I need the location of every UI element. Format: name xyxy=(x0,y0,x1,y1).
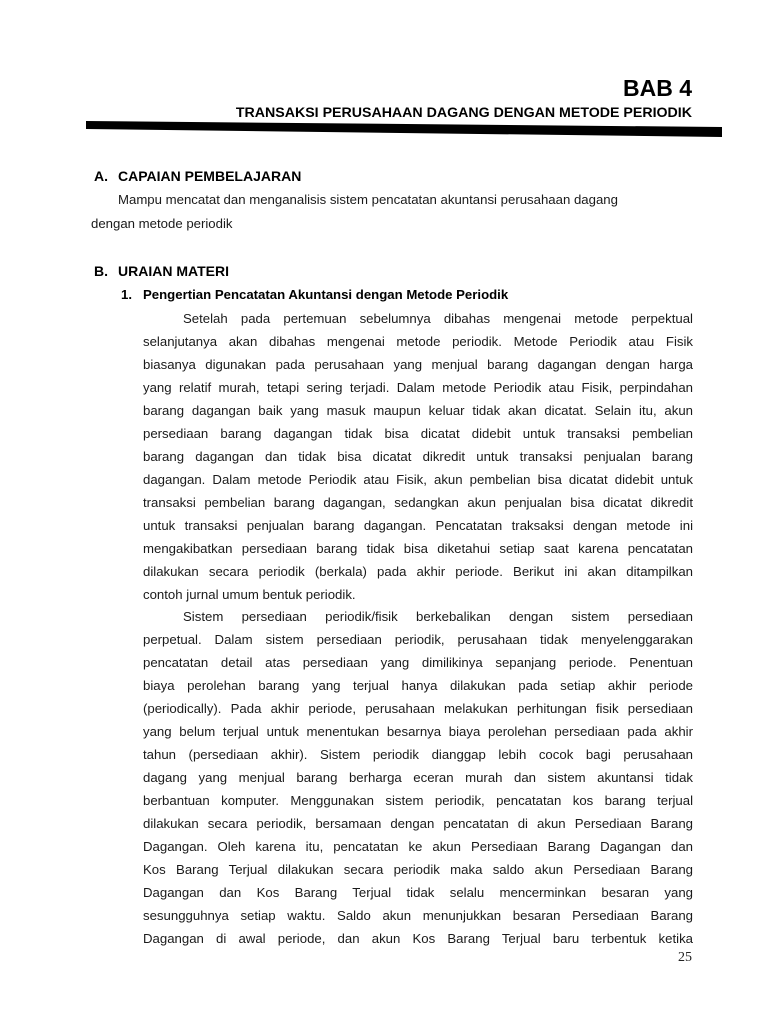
section-a-title: CAPAIAN PEMBELAJARAN xyxy=(118,168,302,184)
paragraph-line: Dagangan. Oleh karena itu, pencatatan ke akun Persediaan Barang Dagangan dan xyxy=(143,839,693,854)
paragraph-line: barang dagangan dan tidak bisa dicatat dikredit untuk transaksi penjualan barang xyxy=(143,449,693,464)
paragraph-line: Sistem persediaan periodik/fisik berkebalikan dengan sistem persediaan xyxy=(183,609,693,624)
paragraph-line: biaya perolehan barang yang terjual hanya dilakukan pada setiap akhir periode xyxy=(143,678,693,693)
header-rule-divider xyxy=(86,121,722,137)
section-b-title: URAIAN MATERI xyxy=(118,263,229,279)
paragraph-line: pencatatan detail atas persediaan yang dimilikinya sepanjang periode. Penentuan xyxy=(143,655,693,670)
paragraph-line: contoh jurnal umum bentuk periodik. xyxy=(143,587,356,602)
paragraph-line: berbantuan komputer. Menggunakan sistem periodik, pencatatan kos barang terjual xyxy=(143,793,693,808)
subsection-1-heading xyxy=(121,286,508,304)
page-number: 25 xyxy=(678,950,692,965)
section-a-letter: A. xyxy=(94,168,108,184)
paragraph-line: transaksi pembelian barang dagangan, sedangkan akun penjualan bisa dicatat dikredit xyxy=(143,495,693,510)
section-a-text-line-2: dengan metode periodik xyxy=(91,216,233,231)
paragraph-line: perpetual. Dalam sistem persediaan periodik, perusahaan tidak menyelenggarakan xyxy=(143,632,693,647)
paragraph-line: untuk transaksi penjualan barang dagangan. Pencatatan traksaksi dengan metode ini xyxy=(143,518,693,533)
paragraph-line: selanjutanya akan dibahas mengenai metode periodik. Metode Periodik atau Fisik xyxy=(143,334,693,349)
paragraph-line: dagang yang menjual barang berharga eceran murah dan sistem akuntansi tidak xyxy=(143,770,693,785)
paragraph-line: sesungguhnya setiap waktu. Saldo akun menunjukkan besaran Persediaan Barang xyxy=(143,908,693,923)
paragraph-line: persediaan barang dagangan tidak bisa dicatat didebit untuk transaksi pembelian xyxy=(143,426,693,441)
paragraph-line: barang dagangan baik yang masuk maupun keluar tidak akan dicatat. Selain itu, akun xyxy=(143,403,693,418)
section-a-text-line-1: Mampu mencatat dan menganalisis sistem pencatatan akuntansi perusahaan dagang xyxy=(118,192,618,207)
paragraph-line: yang relatif murah, tetapi sering terjadi. Dalam metode Periodik atau Fisik, perpindahan xyxy=(143,380,693,395)
paragraph-line: biasanya digunakan pada perusahaan yang menjual barang dagangan dengan harga xyxy=(143,357,693,372)
paragraph-line: Setelah pada pertemuan sebelumnya dibahas mengenai metode perpektual xyxy=(183,311,693,326)
paragraph-line: (periodically). Pada akhir periode, perusahaan melakukan perhitungan fisik persediaan xyxy=(143,701,693,716)
section-b-heading xyxy=(94,262,229,280)
paragraph-line: dilakukan secara periodik (berkala) pada akhir periode. Berikut ini akan ditampilkan xyxy=(143,564,693,579)
subsection-1-number: 1. xyxy=(121,287,132,302)
paragraph-line: Dagangan di awal periode, dan akun Kos Barang Terjual baru terbentuk ketika xyxy=(143,931,693,946)
subsection-1-title: Pengertian Pencatatan Akuntansi dengan Metode Periodik xyxy=(143,287,509,302)
paragraph-line: dilakukan secara periodik, bersamaan dengan pencatatan di akun Persediaan Barang xyxy=(143,816,693,831)
section-a-heading xyxy=(94,167,301,185)
section-b-letter: B. xyxy=(94,263,108,279)
chapter-label: BAB 4 xyxy=(622,75,692,101)
paragraph-line: mengakibatkan persediaan barang tidak bisa diketahui setiap saat karena pencatatan xyxy=(143,541,693,556)
paragraph-line: yang belum terjual untuk menentukan besarnya biaya perolehan persediaan pada akhir xyxy=(143,724,693,739)
paragraph-line: Kos Barang Terjual dilakukan secara periodik maka saldo akun Persediaan Barang xyxy=(143,862,693,877)
paragraph-1 xyxy=(143,307,693,606)
paragraph-2 xyxy=(143,605,693,950)
chapter-title: TRANSAKSI PERUSAHAAN DAGANG DENGAN METODE PERIODIK xyxy=(235,105,692,121)
paragraph-line: dagangan. Dalam metode Periodik atau Fisik, akun pembelian bisa dicatat didebit untuk xyxy=(143,472,693,487)
paragraph-line: tahun (persediaan akhir). Sistem periodik dianggap lebih cocok bagi perusahaan xyxy=(143,747,693,762)
paragraph-line: Dagangan dan Kos Barang Terjual tidak selalu mencerminkan besaran yang xyxy=(143,885,693,900)
